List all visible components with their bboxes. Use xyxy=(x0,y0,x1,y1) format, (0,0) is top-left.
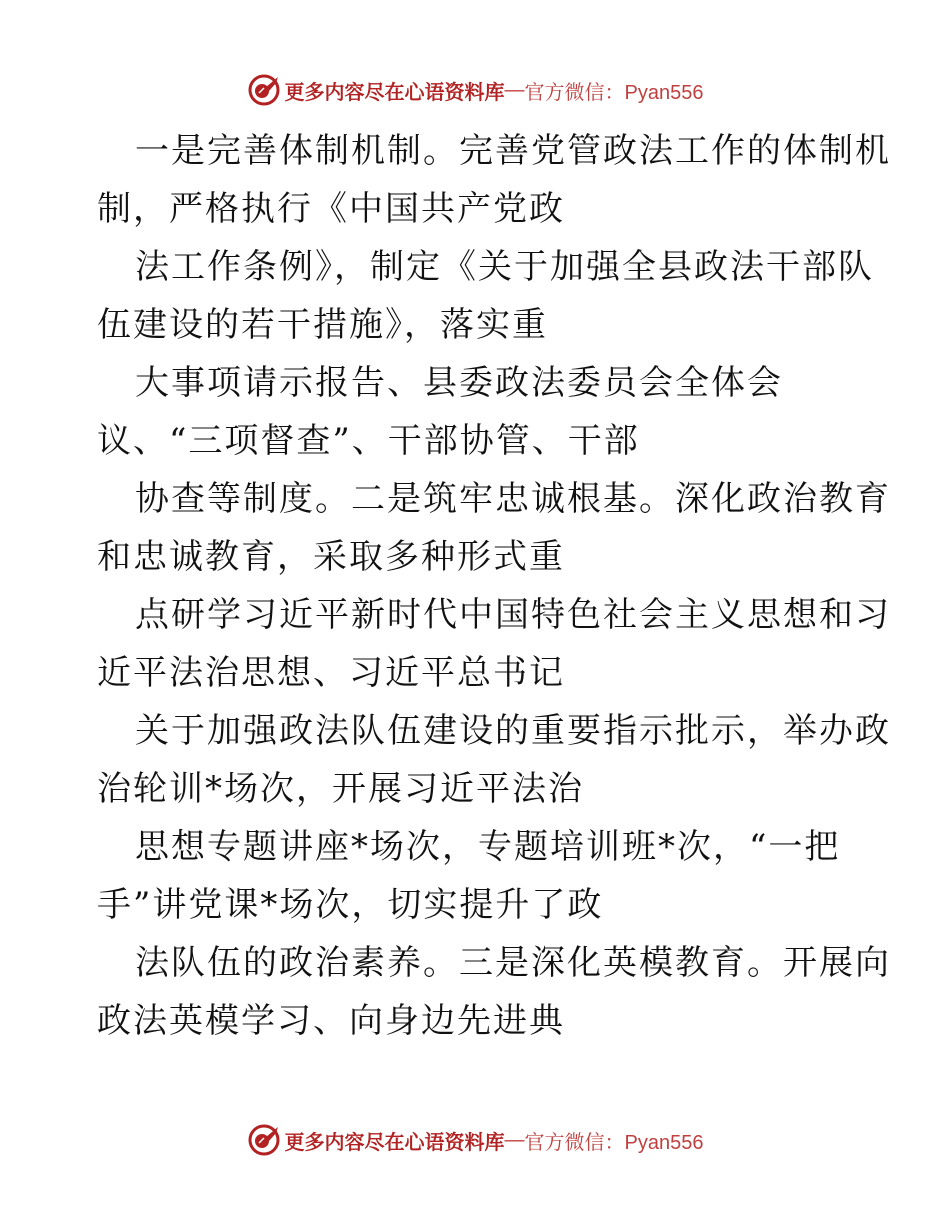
footer-separator: — xyxy=(504,1128,525,1151)
body-line: 协查等制度。二是筑牢忠诚根基。深化政治教育 xyxy=(135,479,891,519)
body-line: 议、“三项督查”、干部协管、干部 xyxy=(97,421,640,461)
body-line: 点研学习近平新时代中国特色社会主义思想和习 xyxy=(135,595,891,635)
body-line: 法队伍的政治素养。三是深化英模教育。开展向 xyxy=(135,943,891,983)
header-separator: — xyxy=(504,78,525,101)
body-line: 伍建设的若干措施》，落实重 xyxy=(97,305,548,345)
header-contact-text: 官方微信：Pyan556 xyxy=(524,81,704,104)
body-line: 政法英模学习、向身边先进典 xyxy=(97,1001,565,1041)
body-line: 法工作条例》，制定《关于加强全县政法干部队 xyxy=(135,247,874,287)
body-line: 制，严格执行《中国共产党政 xyxy=(97,189,565,229)
footer-banner xyxy=(0,1120,950,1160)
pen-logo-icon xyxy=(247,73,281,107)
body-line: 和忠诚教育，采取多种形式重 xyxy=(97,537,565,577)
header-banner xyxy=(0,70,950,110)
body-line: 近平法治思想、习近平总书记 xyxy=(97,653,565,693)
body-line: 思想专题讲座*场次，专题培训班*次，“一把 xyxy=(135,827,841,867)
body-line: 一是完善体制机制。完善党管政法工作的体制机 xyxy=(135,131,891,171)
header-brand-text: 更多内容尽在心语资料库 xyxy=(284,79,505,104)
body-line: 关于加强政法队伍建设的重要指示批示，举办政 xyxy=(135,711,891,751)
body-line: 大事项请示报告、县委政法委员会全体会 xyxy=(135,363,783,403)
footer-brand-text: 更多内容尽在心语资料库 xyxy=(284,1129,505,1154)
footer-contact-text: 官方微信：Pyan556 xyxy=(524,1131,704,1154)
body-line: 手”讲党课*场次，切实提升了政 xyxy=(97,885,604,925)
document-body xyxy=(97,122,891,1050)
pen-logo-icon xyxy=(247,1123,281,1157)
body-line: 治轮训*场次，开展习近平法治 xyxy=(97,769,584,809)
